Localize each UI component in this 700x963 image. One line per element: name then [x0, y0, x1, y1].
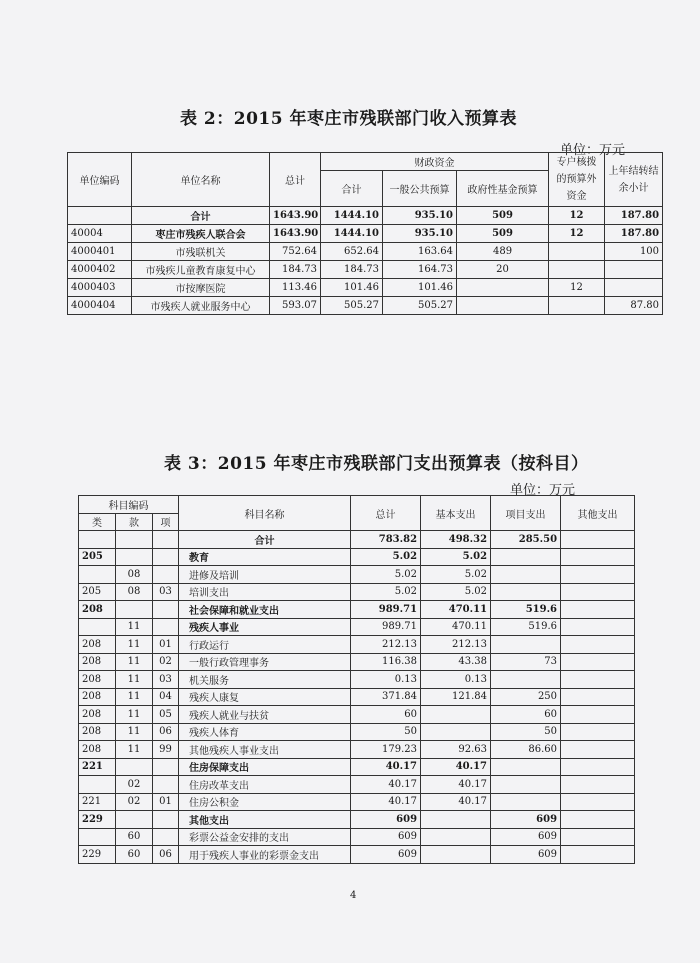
row-general: 935.10	[383, 207, 457, 225]
row-special	[549, 243, 605, 261]
row-kuan: 60	[116, 846, 153, 864]
row-lei	[79, 828, 116, 846]
table-row	[68, 279, 663, 297]
table-row	[68, 225, 663, 243]
header-gov-fund: 政府性基金预算	[457, 171, 549, 207]
row-xiang	[153, 618, 179, 636]
header-name: 单位名称	[132, 153, 270, 207]
table-row	[79, 601, 635, 619]
row-special: 12	[549, 279, 605, 297]
row-other	[561, 688, 635, 706]
row-lei: 205	[79, 583, 116, 601]
row-lei: 208	[79, 688, 116, 706]
row-name: 机关服务	[179, 671, 351, 689]
row-xiang	[153, 566, 179, 584]
row-special	[549, 297, 605, 315]
row-other	[561, 793, 635, 811]
row-other	[561, 706, 635, 724]
row-name: 住房公积金	[179, 793, 351, 811]
row-xiang: 03	[153, 671, 179, 689]
row-total: 0.13	[351, 671, 421, 689]
table-row	[79, 636, 635, 654]
row-project: 609	[491, 811, 561, 829]
row-kuan: 11	[116, 618, 153, 636]
row-xiang	[153, 601, 179, 619]
row-gov-fund: 509	[457, 225, 549, 243]
table-row	[68, 243, 663, 261]
row-xiang	[153, 548, 179, 566]
row-total: 50	[351, 723, 421, 741]
row-total: 609	[351, 846, 421, 864]
row-other	[561, 566, 635, 584]
row-special	[549, 261, 605, 279]
row-kuan	[116, 811, 153, 829]
row-kuan: 11	[116, 653, 153, 671]
row-lei	[79, 566, 116, 584]
table-row	[79, 618, 635, 636]
row-lei: 208	[79, 741, 116, 759]
table-row	[79, 583, 635, 601]
row-general: 505.27	[383, 297, 457, 315]
row-code: 40004	[68, 225, 132, 243]
row-code: 4000402	[68, 261, 132, 279]
row-gov-fund: 509	[457, 207, 549, 225]
row-code: 4000401	[68, 243, 132, 261]
row-total: 40.17	[351, 793, 421, 811]
row-total: 783.82	[351, 531, 421, 549]
row-general: 101.46	[383, 279, 457, 297]
row-other	[561, 846, 635, 864]
row-special: 12	[549, 207, 605, 225]
row-prev	[605, 261, 663, 279]
row-general: 935.10	[383, 225, 457, 243]
row-project: 50	[491, 723, 561, 741]
row-other	[561, 828, 635, 846]
row-lei: 205	[79, 548, 116, 566]
table-row	[79, 846, 635, 864]
row-basic: 40.17	[421, 793, 491, 811]
row-fiscal-total: 505.27	[321, 297, 383, 315]
row-name: 其他残疾人事业支出	[179, 741, 351, 759]
row-fiscal-total: 101.46	[321, 279, 383, 297]
row-project: 73	[491, 653, 561, 671]
table3-unit: 单位：万元	[510, 483, 576, 498]
row-basic: 40.17	[421, 758, 491, 776]
row-basic	[421, 706, 491, 724]
row-lei: 221	[79, 793, 116, 811]
row-project	[491, 566, 561, 584]
row-total: 5.02	[351, 566, 421, 584]
row-fiscal-total: 1444.10	[321, 225, 383, 243]
table3-title: 表 3：2015 年枣庄市残联部门支出预算表（按科目）	[164, 454, 589, 474]
row-basic: 212.13	[421, 636, 491, 654]
row-name: 教育	[179, 548, 351, 566]
row-project: 285.50	[491, 531, 561, 549]
row-xiang: 99	[153, 741, 179, 759]
row-xiang	[153, 758, 179, 776]
row-other	[561, 601, 635, 619]
row-total: 40.17	[351, 758, 421, 776]
row-kuan: 11	[116, 671, 153, 689]
header-fiscal-group: 财政资金	[321, 153, 549, 171]
row-lei: 208	[79, 706, 116, 724]
table-row	[79, 548, 635, 566]
row-gov-fund: 20	[457, 261, 549, 279]
row-name: 培训支出	[179, 583, 351, 601]
row-name: 合计	[132, 207, 270, 225]
row-other	[561, 531, 635, 549]
row-prev: 187.80	[605, 225, 663, 243]
row-name: 合计	[179, 531, 351, 549]
row-xiang: 01	[153, 793, 179, 811]
header-special: 专户核拨的预算外资金	[549, 153, 605, 207]
row-xiang	[153, 531, 179, 549]
row-code: 4000404	[68, 297, 132, 315]
header-fiscal-total: 合计	[321, 171, 383, 207]
row-basic	[421, 846, 491, 864]
row-lei: 208	[79, 636, 116, 654]
row-total: 116.38	[351, 653, 421, 671]
row-lei: 229	[79, 846, 116, 864]
header-code: 单位编码	[68, 153, 132, 207]
row-xiang: 06	[153, 846, 179, 864]
row-name: 市残联机关	[132, 243, 270, 261]
row-total: 5.02	[351, 548, 421, 566]
row-kuan	[116, 548, 153, 566]
row-name: 行政运行	[179, 636, 351, 654]
table-row	[79, 531, 635, 549]
row-kuan	[116, 531, 153, 549]
row-special: 12	[549, 225, 605, 243]
row-basic	[421, 723, 491, 741]
row-prev: 187.80	[605, 207, 663, 225]
header-kuan: 款	[116, 513, 153, 531]
row-prev: 87.80	[605, 297, 663, 315]
row-basic: 498.32	[421, 531, 491, 549]
table-row	[79, 828, 635, 846]
row-xiang: 02	[153, 653, 179, 671]
row-lei	[79, 776, 116, 794]
row-total: 5.02	[351, 583, 421, 601]
table-row	[79, 653, 635, 671]
row-fiscal-total: 1444.10	[321, 207, 383, 225]
row-gov-fund: 489	[457, 243, 549, 261]
table-row	[79, 793, 635, 811]
row-name: 住房保障支出	[179, 758, 351, 776]
row-name: 残疾人事业	[179, 618, 351, 636]
row-project: 250	[491, 688, 561, 706]
row-lei: 208	[79, 653, 116, 671]
row-total: 60	[351, 706, 421, 724]
row-kuan: 11	[116, 741, 153, 759]
row-general: 164.73	[383, 261, 457, 279]
row-total: 113.46	[270, 279, 321, 297]
header-general-budget: 一般公共预算	[383, 171, 457, 207]
row-xiang: 01	[153, 636, 179, 654]
row-gov-fund	[457, 297, 549, 315]
row-lei: 208	[79, 723, 116, 741]
row-lei: 208	[79, 601, 116, 619]
row-name: 用于残疾人事业的彩票金支出	[179, 846, 351, 864]
row-project	[491, 671, 561, 689]
row-xiang	[153, 828, 179, 846]
table-row	[68, 297, 663, 315]
row-other	[561, 618, 635, 636]
row-project	[491, 776, 561, 794]
header-code-group: 科目编码	[79, 496, 179, 514]
row-other	[561, 548, 635, 566]
table-row	[79, 723, 635, 741]
row-name: 枣庄市残疾人联合会	[132, 225, 270, 243]
row-fiscal-total: 184.73	[321, 261, 383, 279]
header-xiang: 项	[153, 513, 179, 531]
row-basic: 5.02	[421, 548, 491, 566]
row-other	[561, 671, 635, 689]
row-lei: 229	[79, 811, 116, 829]
row-basic	[421, 828, 491, 846]
row-project	[491, 793, 561, 811]
table-row	[79, 688, 635, 706]
row-other	[561, 653, 635, 671]
row-project	[491, 636, 561, 654]
row-xiang: 05	[153, 706, 179, 724]
row-total: 179.23	[351, 741, 421, 759]
header-other: 其他支出	[561, 496, 635, 531]
table-row	[79, 776, 635, 794]
row-project: 60	[491, 706, 561, 724]
row-xiang: 06	[153, 723, 179, 741]
row-other	[561, 583, 635, 601]
row-project: 609	[491, 828, 561, 846]
row-total: 752.64	[270, 243, 321, 261]
row-gov-fund	[457, 279, 549, 297]
row-total: 609	[351, 811, 421, 829]
row-basic: 0.13	[421, 671, 491, 689]
row-other	[561, 811, 635, 829]
row-total: 1643.90	[270, 225, 321, 243]
row-basic: 470.11	[421, 618, 491, 636]
row-lei: 221	[79, 758, 116, 776]
row-code: 4000403	[68, 279, 132, 297]
row-basic	[421, 811, 491, 829]
table-row	[79, 566, 635, 584]
row-name: 市按摩医院	[132, 279, 270, 297]
row-name: 市残疾人就业服务中心	[132, 297, 270, 315]
row-project	[491, 758, 561, 776]
row-project: 609	[491, 846, 561, 864]
row-name: 残疾人康复	[179, 688, 351, 706]
row-other	[561, 776, 635, 794]
table-row	[79, 811, 635, 829]
row-name: 其他支出	[179, 811, 351, 829]
row-total: 593.07	[270, 297, 321, 315]
row-other	[561, 741, 635, 759]
header-lei: 类	[79, 513, 116, 531]
row-kuan	[116, 601, 153, 619]
row-xiang	[153, 776, 179, 794]
row-total: 371.84	[351, 688, 421, 706]
row-kuan: 11	[116, 706, 153, 724]
row-kuan: 11	[116, 688, 153, 706]
row-kuan: 11	[116, 636, 153, 654]
row-project: 519.6	[491, 618, 561, 636]
row-general: 163.64	[383, 243, 457, 261]
row-total: 609	[351, 828, 421, 846]
row-prev	[605, 279, 663, 297]
row-basic: 92.63	[421, 741, 491, 759]
row-project	[491, 548, 561, 566]
row-basic: 121.84	[421, 688, 491, 706]
row-name: 彩票公益金安排的支出	[179, 828, 351, 846]
row-kuan	[116, 758, 153, 776]
row-xiang	[153, 811, 179, 829]
row-name: 进修及培训	[179, 566, 351, 584]
row-other	[561, 758, 635, 776]
table-row	[68, 207, 663, 225]
expenditure-budget-table	[78, 495, 635, 864]
row-basic: 5.02	[421, 566, 491, 584]
row-name: 市残疾儿童教育康复中心	[132, 261, 270, 279]
row-name: 一般行政管理事务	[179, 653, 351, 671]
row-total: 184.73	[270, 261, 321, 279]
row-name: 残疾人体育	[179, 723, 351, 741]
row-code	[68, 207, 132, 225]
row-lei	[79, 531, 116, 549]
row-basic: 470.11	[421, 601, 491, 619]
row-kuan: 08	[116, 583, 153, 601]
row-name: 住房改革支出	[179, 776, 351, 794]
row-lei: 208	[79, 671, 116, 689]
row-project	[491, 583, 561, 601]
page-number: 4	[350, 890, 357, 901]
table2-title: 表 2：2015 年枣庄市残联部门收入预算表	[180, 109, 517, 129]
header-total: 总计	[270, 153, 321, 207]
table2-unit: 单位：万元	[560, 143, 626, 158]
table-row	[79, 741, 635, 759]
table-row	[68, 261, 663, 279]
row-total: 1643.90	[270, 207, 321, 225]
row-total: 212.13	[351, 636, 421, 654]
income-budget-table	[67, 152, 663, 315]
header-subject-name: 科目名称	[179, 496, 351, 531]
row-basic: 5.02	[421, 583, 491, 601]
row-lei	[79, 618, 116, 636]
row-total: 40.17	[351, 776, 421, 794]
table-row	[79, 758, 635, 776]
header-project: 项目支出	[491, 496, 561, 531]
row-name: 残疾人就业与扶贫	[179, 706, 351, 724]
row-kuan: 11	[116, 723, 153, 741]
row-kuan: 08	[116, 566, 153, 584]
table-row	[79, 706, 635, 724]
row-project: 86.60	[491, 741, 561, 759]
row-basic: 43.38	[421, 653, 491, 671]
row-project: 519.6	[491, 601, 561, 619]
header-prev-year: 上年结转结余小计	[605, 153, 663, 207]
row-fiscal-total: 652.64	[321, 243, 383, 261]
table-row	[79, 671, 635, 689]
row-basic: 40.17	[421, 776, 491, 794]
row-kuan: 02	[116, 793, 153, 811]
row-kuan: 02	[116, 776, 153, 794]
row-total: 989.71	[351, 601, 421, 619]
row-other	[561, 723, 635, 741]
header-basic: 基本支出	[421, 496, 491, 531]
row-total: 989.71	[351, 618, 421, 636]
row-name: 社会保障和就业支出	[179, 601, 351, 619]
row-xiang: 04	[153, 688, 179, 706]
row-prev: 100	[605, 243, 663, 261]
row-other	[561, 636, 635, 654]
header-total: 总计	[351, 496, 421, 531]
row-xiang: 03	[153, 583, 179, 601]
row-kuan: 60	[116, 828, 153, 846]
